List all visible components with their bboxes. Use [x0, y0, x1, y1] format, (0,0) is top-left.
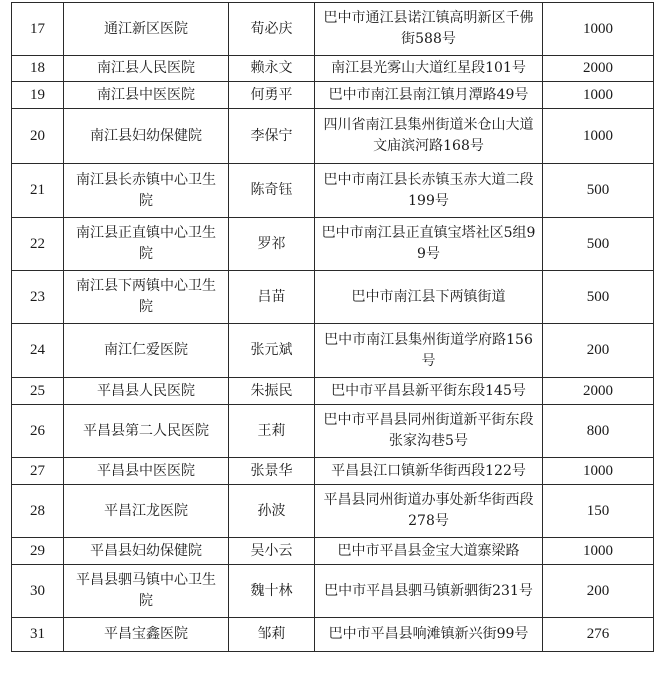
row-number: 31	[12, 618, 64, 652]
hospital-name: 平昌江龙医院	[64, 485, 229, 538]
contact-person: 罗祁	[229, 218, 315, 271]
contact-person: 孙波	[229, 485, 315, 538]
table-row	[12, 405, 654, 458]
contact-person: 赖永文	[229, 56, 315, 82]
hospital-name: 南江县中医医院	[64, 82, 229, 109]
hospital-address: 南江县光雾山大道红星段101号	[315, 56, 543, 82]
hospital-name: 南江县正直镇中心卫生院	[64, 218, 229, 271]
table-row	[12, 109, 654, 164]
row-number: 20	[12, 109, 64, 164]
amount: 1000	[543, 458, 654, 485]
amount: 2000	[543, 378, 654, 405]
table-row	[12, 618, 654, 652]
amount: 500	[543, 218, 654, 271]
row-number: 30	[12, 565, 64, 618]
hospital-address: 巴中市平昌县金宝大道寨梁路	[315, 538, 543, 565]
hospital-name: 南江县长赤镇中心卫生院	[64, 164, 229, 218]
hospital-name: 南江县下两镇中心卫生院	[64, 271, 229, 324]
contact-person: 荀必庆	[229, 3, 315, 56]
row-number: 27	[12, 458, 64, 485]
hospital-name: 平昌县人民医院	[64, 378, 229, 405]
contact-person: 吴小云	[229, 538, 315, 565]
contact-person: 李保宁	[229, 109, 315, 164]
table-row	[12, 565, 654, 618]
hospital-name: 南江仁爱医院	[64, 324, 229, 378]
hospital-address: 平昌县同州街道办事处新华街西段278号	[315, 485, 543, 538]
row-number: 23	[12, 271, 64, 324]
hospital-address: 巴中市南江县长赤镇玉赤大道二段199号	[315, 164, 543, 218]
row-number: 26	[12, 405, 64, 458]
amount: 1000	[543, 82, 654, 109]
hospital-name: 南江县妇幼保健院	[64, 109, 229, 164]
table-row	[12, 485, 654, 538]
contact-person: 吕苗	[229, 271, 315, 324]
amount: 2000	[543, 56, 654, 82]
hospital-address: 平昌县江口镇新华街西段122号	[315, 458, 543, 485]
amount: 200	[543, 565, 654, 618]
table-row	[12, 218, 654, 271]
amount: 200	[543, 324, 654, 378]
hospital-address: 巴中市南江县集州街道学府路156号	[315, 324, 543, 378]
contact-person: 朱振民	[229, 378, 315, 405]
hospital-name: 平昌县驷马镇中心卫生院	[64, 565, 229, 618]
contact-person: 何勇平	[229, 82, 315, 109]
contact-person: 张元斌	[229, 324, 315, 378]
hospital-address: 巴中市南江县正直镇宝塔社区5组99号	[315, 218, 543, 271]
amount: 500	[543, 164, 654, 218]
hospital-address: 巴中市平昌县同州街道新平街东段张家沟巷5号	[315, 405, 543, 458]
table-row	[12, 3, 654, 56]
row-number: 21	[12, 164, 64, 218]
hospital-table	[11, 2, 654, 652]
hospital-name: 平昌县妇幼保健院	[64, 538, 229, 565]
hospital-name: 平昌宝鑫医院	[64, 618, 229, 652]
contact-person: 张景华	[229, 458, 315, 485]
row-number: 18	[12, 56, 64, 82]
amount: 1000	[543, 109, 654, 164]
amount: 800	[543, 405, 654, 458]
row-number: 19	[12, 82, 64, 109]
row-number: 29	[12, 538, 64, 565]
row-number: 17	[12, 3, 64, 56]
table-row	[12, 458, 654, 485]
amount: 1000	[543, 538, 654, 565]
amount: 500	[543, 271, 654, 324]
table-row	[12, 271, 654, 324]
amount: 1000	[543, 3, 654, 56]
row-number: 25	[12, 378, 64, 405]
amount: 150	[543, 485, 654, 538]
table-row	[12, 538, 654, 565]
hospital-name: 通江新区医院	[64, 3, 229, 56]
hospital-name: 平昌县中医医院	[64, 458, 229, 485]
row-number: 24	[12, 324, 64, 378]
hospital-address: 巴中市平昌县响滩镇新兴街99号	[315, 618, 543, 652]
contact-person: 魏十林	[229, 565, 315, 618]
contact-person: 王莉	[229, 405, 315, 458]
table-row	[12, 56, 654, 82]
hospital-address: 巴中市南江县下两镇街道	[315, 271, 543, 324]
table-row	[12, 378, 654, 405]
table-row	[12, 82, 654, 109]
hospital-address: 巴中市平昌县驷马镇新驷街231号	[315, 565, 543, 618]
hospital-address: 巴中市南江县南江镇月潭路49号	[315, 82, 543, 109]
row-number: 22	[12, 218, 64, 271]
contact-person: 陈奇钰	[229, 164, 315, 218]
hospital-name: 平昌县第二人民医院	[64, 405, 229, 458]
hospital-name: 南江县人民医院	[64, 56, 229, 82]
row-number: 28	[12, 485, 64, 538]
hospital-address: 四川省南江县集州街道米仓山大道文庙滨河路168号	[315, 109, 543, 164]
contact-person: 邹莉	[229, 618, 315, 652]
hospital-address: 巴中市平昌县新平街东段145号	[315, 378, 543, 405]
hospital-address: 巴中市通江县诺江镇高明新区千佛街588号	[315, 3, 543, 56]
table-row	[12, 164, 654, 218]
table-row	[12, 324, 654, 378]
amount: 276	[543, 618, 654, 652]
